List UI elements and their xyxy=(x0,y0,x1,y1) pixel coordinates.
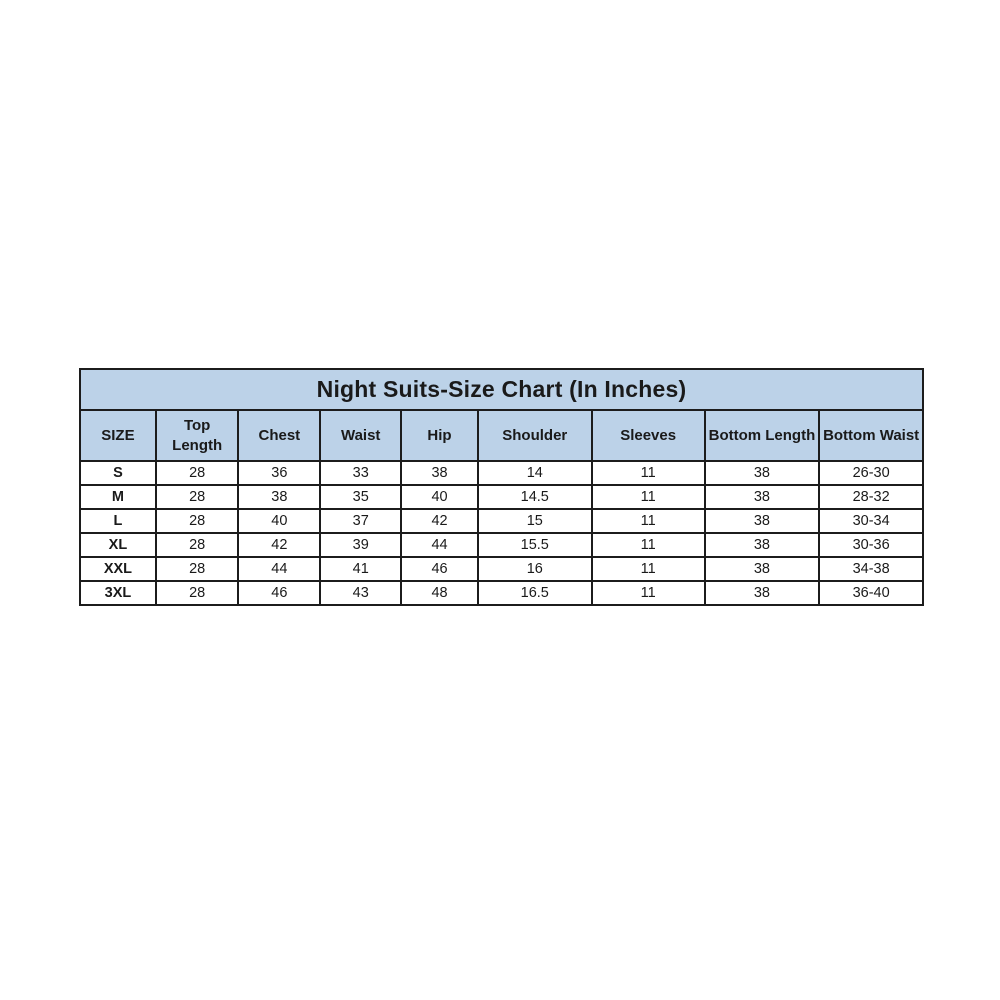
measurement-cell: 28-32 xyxy=(819,485,923,509)
measurement-cell: 36-40 xyxy=(819,581,923,605)
measurement-cell: 35 xyxy=(320,485,401,509)
table-row xyxy=(80,461,923,485)
measurement-cell: 41 xyxy=(320,557,401,581)
measurement-cell: 15.5 xyxy=(478,533,592,557)
measurement-cell: 40 xyxy=(238,509,320,533)
measurement-cell: 30-36 xyxy=(819,533,923,557)
size-chart-table xyxy=(79,368,924,606)
measurement-cell: 11 xyxy=(592,557,705,581)
measurement-cell: 28 xyxy=(156,557,239,581)
measurement-cell: 33 xyxy=(320,461,401,485)
measurement-cell: 11 xyxy=(592,509,705,533)
table-row xyxy=(80,509,923,533)
measurement-cell: 26-30 xyxy=(819,461,923,485)
measurement-cell: 14 xyxy=(478,461,592,485)
column-header-chest: Chest xyxy=(238,410,320,461)
measurement-cell: 37 xyxy=(320,509,401,533)
measurement-cell: 44 xyxy=(238,557,320,581)
size-label: XXL xyxy=(80,557,156,581)
size-label: XL xyxy=(80,533,156,557)
measurement-cell: 28 xyxy=(156,509,239,533)
measurement-cell: 38 xyxy=(705,485,820,509)
chart-title-row xyxy=(80,369,923,410)
measurement-cell: 15 xyxy=(478,509,592,533)
measurement-cell: 16 xyxy=(478,557,592,581)
measurement-cell: 42 xyxy=(238,533,320,557)
column-header-bottom-length: Bottom Length xyxy=(705,410,820,461)
measurement-cell: 44 xyxy=(401,533,478,557)
measurement-cell: 11 xyxy=(592,461,705,485)
measurement-cell: 40 xyxy=(401,485,478,509)
measurement-cell: 46 xyxy=(238,581,320,605)
column-header-top-length: Top Length xyxy=(156,410,239,461)
column-header-size: SIZE xyxy=(80,410,156,461)
measurement-cell: 38 xyxy=(705,461,820,485)
measurement-cell: 39 xyxy=(320,533,401,557)
measurement-cell: 11 xyxy=(592,581,705,605)
size-label: S xyxy=(80,461,156,485)
measurement-cell: 16.5 xyxy=(478,581,592,605)
measurement-cell: 48 xyxy=(401,581,478,605)
measurement-cell: 38 xyxy=(705,509,820,533)
column-header-hip: Hip xyxy=(401,410,478,461)
size-label: L xyxy=(80,509,156,533)
measurement-cell: 14.5 xyxy=(478,485,592,509)
column-header-bottom-waist: Bottom Waist xyxy=(819,410,923,461)
measurement-cell: 38 xyxy=(705,557,820,581)
measurement-cell: 38 xyxy=(705,581,820,605)
column-header-waist: Waist xyxy=(320,410,401,461)
measurement-cell: 36 xyxy=(238,461,320,485)
column-header-sleeves: Sleeves xyxy=(592,410,705,461)
size-chart xyxy=(79,368,924,606)
chart-title: Night Suits-Size Chart (In Inches) xyxy=(80,369,923,410)
column-header-shoulder: Shoulder xyxy=(478,410,592,461)
measurement-cell: 11 xyxy=(592,485,705,509)
measurement-cell: 42 xyxy=(401,509,478,533)
measurement-cell: 43 xyxy=(320,581,401,605)
table-row xyxy=(80,533,923,557)
measurement-cell: 28 xyxy=(156,581,239,605)
measurement-cell: 46 xyxy=(401,557,478,581)
measurement-cell: 28 xyxy=(156,485,239,509)
column-header-row xyxy=(80,410,923,461)
measurement-cell: 38 xyxy=(401,461,478,485)
measurement-cell: 30-34 xyxy=(819,509,923,533)
measurement-cell: 28 xyxy=(156,533,239,557)
table-row xyxy=(80,485,923,509)
table-row xyxy=(80,581,923,605)
measurement-cell: 28 xyxy=(156,461,239,485)
size-label: M xyxy=(80,485,156,509)
measurement-cell: 38 xyxy=(705,533,820,557)
measurement-cell: 38 xyxy=(238,485,320,509)
table-row xyxy=(80,557,923,581)
size-label: 3XL xyxy=(80,581,156,605)
measurement-cell: 34-38 xyxy=(819,557,923,581)
measurement-cell: 11 xyxy=(592,533,705,557)
